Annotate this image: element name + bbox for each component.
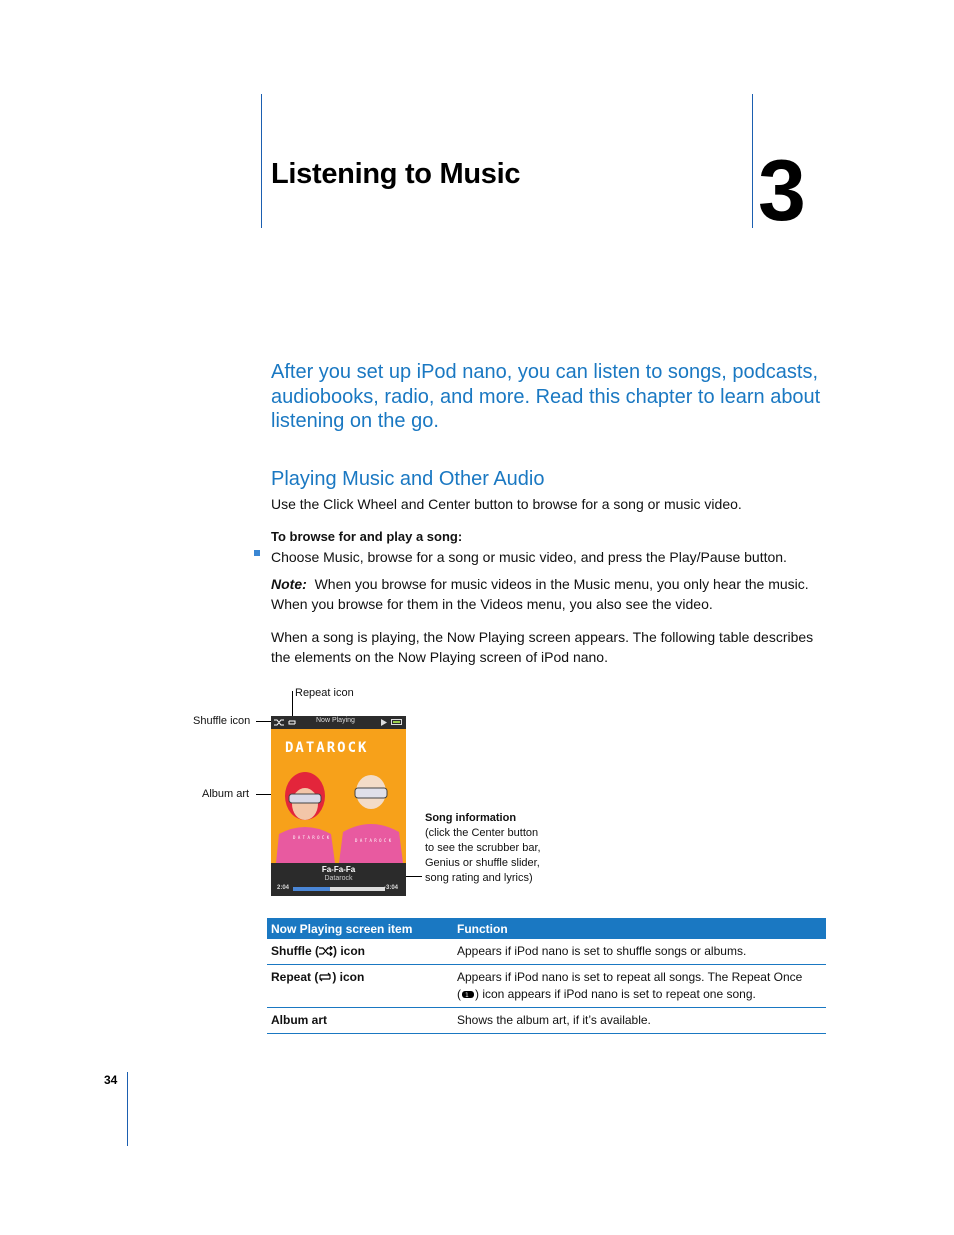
song-info-line: to see the scrubber bar, xyxy=(425,842,541,854)
song-info-line: Genius or shuffle slider, xyxy=(425,857,540,869)
task-heading: To browse for and play a song: xyxy=(271,529,463,544)
svg-text:1: 1 xyxy=(465,992,469,999)
function-line: Appears if iPod nano is set to repeat all songs. The Repeat Once xyxy=(457,970,803,984)
album-art xyxy=(271,754,406,863)
song-info-callout xyxy=(425,811,541,886)
repeat-icon xyxy=(287,718,297,727)
svg-text:D A T A R O C K: D A T A R O C K xyxy=(355,838,392,843)
play-icon xyxy=(381,719,388,726)
now-playing-table xyxy=(267,918,826,1034)
status-bar xyxy=(271,716,406,729)
item-text: ) icon xyxy=(333,944,365,958)
shuffle-icon-callout: Shuffle icon xyxy=(193,715,251,727)
table-cell-item: Album art xyxy=(267,1008,453,1034)
song-info-line: song rating and lyrics) xyxy=(425,872,533,884)
section-heading: Playing Music and Other Audio xyxy=(271,468,545,490)
section-lead: Use the Click Wheel and Center button to browse for a song or music video. xyxy=(271,496,742,512)
progress-bar xyxy=(293,887,385,891)
table-cell-item xyxy=(267,939,453,965)
song-title: Fa-Fa-Fa xyxy=(321,865,356,874)
svg-text:D A T A R O C K: D A T A R O C K xyxy=(293,835,330,840)
note xyxy=(271,574,827,614)
song-info-bar xyxy=(271,863,406,896)
chapter-intro: After you set up iPod nano, you can listen to songs, podcasts, audiobooks, radio, and more. Read this chapter to learn about listening on the go. xyxy=(271,361,821,432)
repeat-icon xyxy=(318,972,332,982)
song-artist: Datarock xyxy=(324,875,353,882)
item-text: ) icon xyxy=(332,970,365,984)
song-info-line: (click the Center button xyxy=(425,827,539,839)
chapter-rule-right xyxy=(752,94,753,228)
table-row xyxy=(267,965,826,1008)
shuffle-icon xyxy=(274,718,284,727)
footer-rule xyxy=(127,1072,128,1146)
chapter-number: 3 xyxy=(758,143,806,239)
elapsed-time: 2:04 xyxy=(277,885,290,891)
table-header-item: Now Playing screen item xyxy=(267,918,453,939)
table-row xyxy=(267,939,826,965)
chapter-title: Listening to Music xyxy=(271,158,521,190)
remaining-time: -3:04 xyxy=(384,885,399,891)
table-cell-function xyxy=(453,965,826,1008)
chapter-rule-left xyxy=(261,94,262,228)
progress-fill xyxy=(293,887,330,891)
shuffle-icon xyxy=(319,946,333,956)
note-label: Note: xyxy=(271,576,307,592)
status-title: Now Playing xyxy=(316,717,355,724)
function-line: ( 1 ) icon appears if iPod nano is set to repeat one song. xyxy=(457,987,756,1001)
table-cell-function: Appears if iPod nano is set to shuffle songs or albums. xyxy=(453,939,826,965)
battery-icon xyxy=(391,719,402,725)
note-text: When you browse for music videos in the Music menu, you only hear the music. When you browse for them in the Videos menu, you also see the video. xyxy=(271,576,809,612)
repeat-icon-callout: Repeat icon xyxy=(295,687,354,699)
repeat-callout-line xyxy=(292,691,293,717)
repeat-once-icon xyxy=(461,989,475,999)
item-text: Shuffle ( xyxy=(271,944,319,958)
table-header-function: Function xyxy=(453,918,826,939)
table-cell-function: Shows the album art, if it’s available. xyxy=(453,1008,826,1034)
album-art-callout: Album art xyxy=(202,788,250,800)
page-number: 34 xyxy=(104,1073,118,1087)
bullet-text: Choose Music, browse for a song or music video, and press the Play/Pause button. xyxy=(271,549,787,565)
bullet-marker xyxy=(254,550,260,556)
table-header-row xyxy=(267,918,826,939)
now-playing-screen xyxy=(271,716,406,896)
album-art-title: DATAROCK xyxy=(285,740,369,756)
song-info-title: Song information xyxy=(425,812,517,824)
table-row xyxy=(267,1008,826,1034)
now-playing-paragraph: When a song is playing, the Now Playing screen appears. The following table describes the elements on the Now Playing screen of iPod nano. xyxy=(271,629,814,665)
function-text: ) icon appears if iPod nano is set to repeat one song. xyxy=(475,987,756,1001)
table-cell-item xyxy=(267,965,453,1008)
item-text: Repeat ( xyxy=(271,970,319,984)
